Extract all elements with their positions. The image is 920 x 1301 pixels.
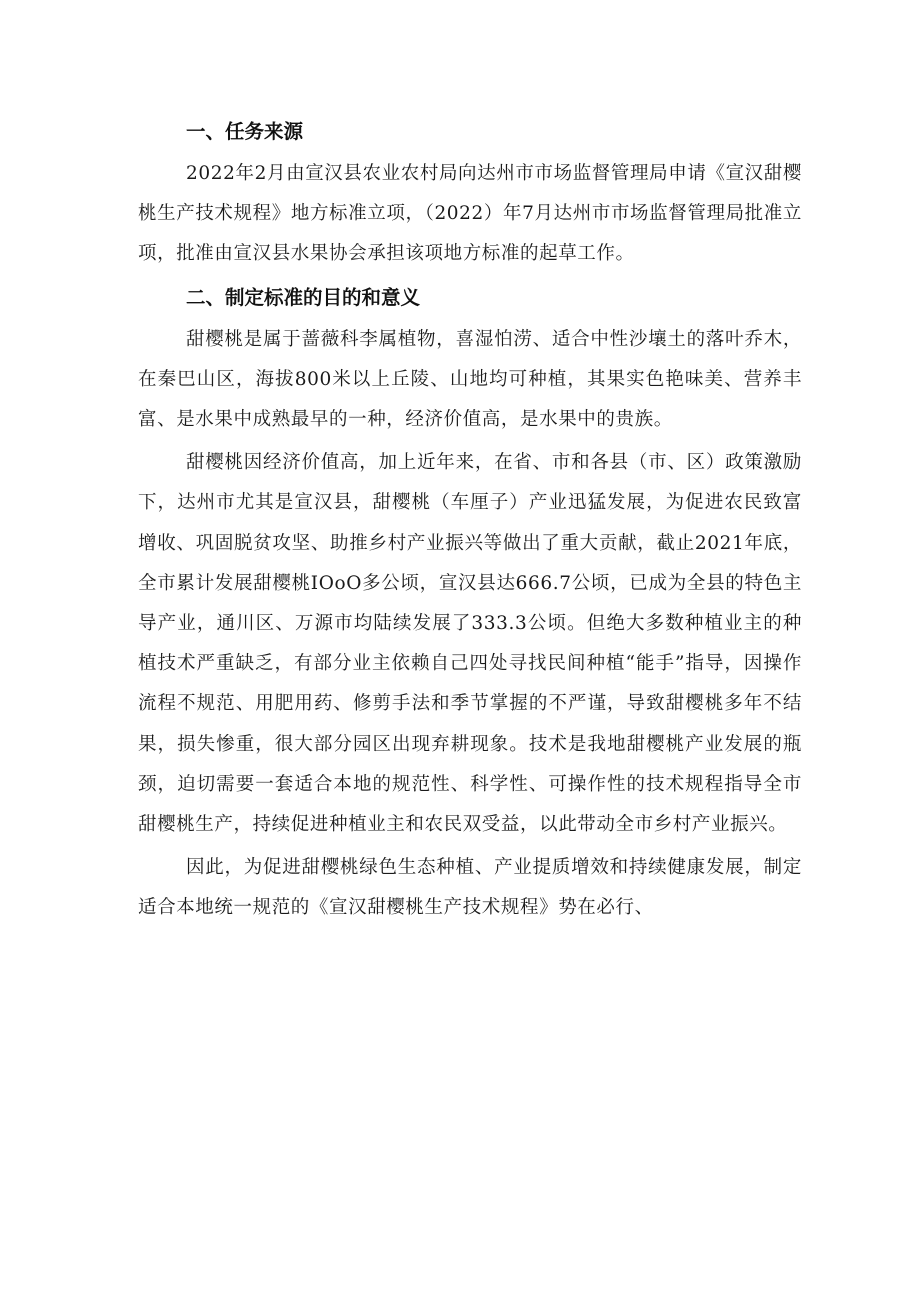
section-heading-task-source: 一、任务来源 <box>186 120 304 143</box>
paragraph-task-source: 2022年2月由宣汉县农业农村局向达州市市场监督管理局申请《宣汉甜樱桃生产技术规程》地方标准立项，（2022）年7月达州市市场监督管理局批准立项，批准由宣汉县水果协会承担该项地方标准的起草工作。 <box>138 163 802 265</box>
paragraph-industry-status: 甜樱桃因经济价值高，加上近年来，在省、市和各县（市、区）政策激励下，达州市尤其是宣汉县，甜樱桃（车厘子）产业迅猛发展，为促进农民致富增收、巩固脱贫攻坚、助推乡村产业振兴等做出了重大贡献，截止2021年底，全市累计发展甜樱桃IOoO多公顷，宣汉县达666.7公顷，已成为全县的特色主导产业，通川区、万源市均陆续发展了333.3公顷。但绝大多数种植业主的种植技术严重缺乏，有部分业主依赖自己四处寻找民间种植“能手”指导，因操作流程不规范、用肥用药、修剪手法和季节掌握的不严谨，导致甜樱桃多年不结果，损失惨重，很大部分园区出现弃耕现象。技术是我地甜樱桃产业发展的瓶颈，迫切需要一套适合本地的规范性、科学性、可操作性的技术规程指导全市甜樱桃生产，持续促进种植业主和农民双受益，以此带动全市乡村产业振兴。 <box>138 452 802 836</box>
document-body <box>138 112 802 929</box>
paragraph-cherry-intro: 甜樱桃是属于蔷薇科李属植物，喜湿怕涝、适合中性沙壤土的落叶乔木，在秦巴山区，海拔800米以上丘陵、山地均可种植，其果实色艳味美、营养丰富、是水果中成熟最早的一种，经济价值高，是水果中的贵族。 <box>138 328 802 431</box>
section-heading-purpose: 二、制定标准的目的和意义 <box>186 285 421 309</box>
paragraph-conclusion: 因此，为促进甜樱桃绿色生态种植、产业提质增效和持续健康发展，制定适合本地统一规范的《宣汉甜樱桃生产技术规程》势在必行、 <box>138 857 802 919</box>
